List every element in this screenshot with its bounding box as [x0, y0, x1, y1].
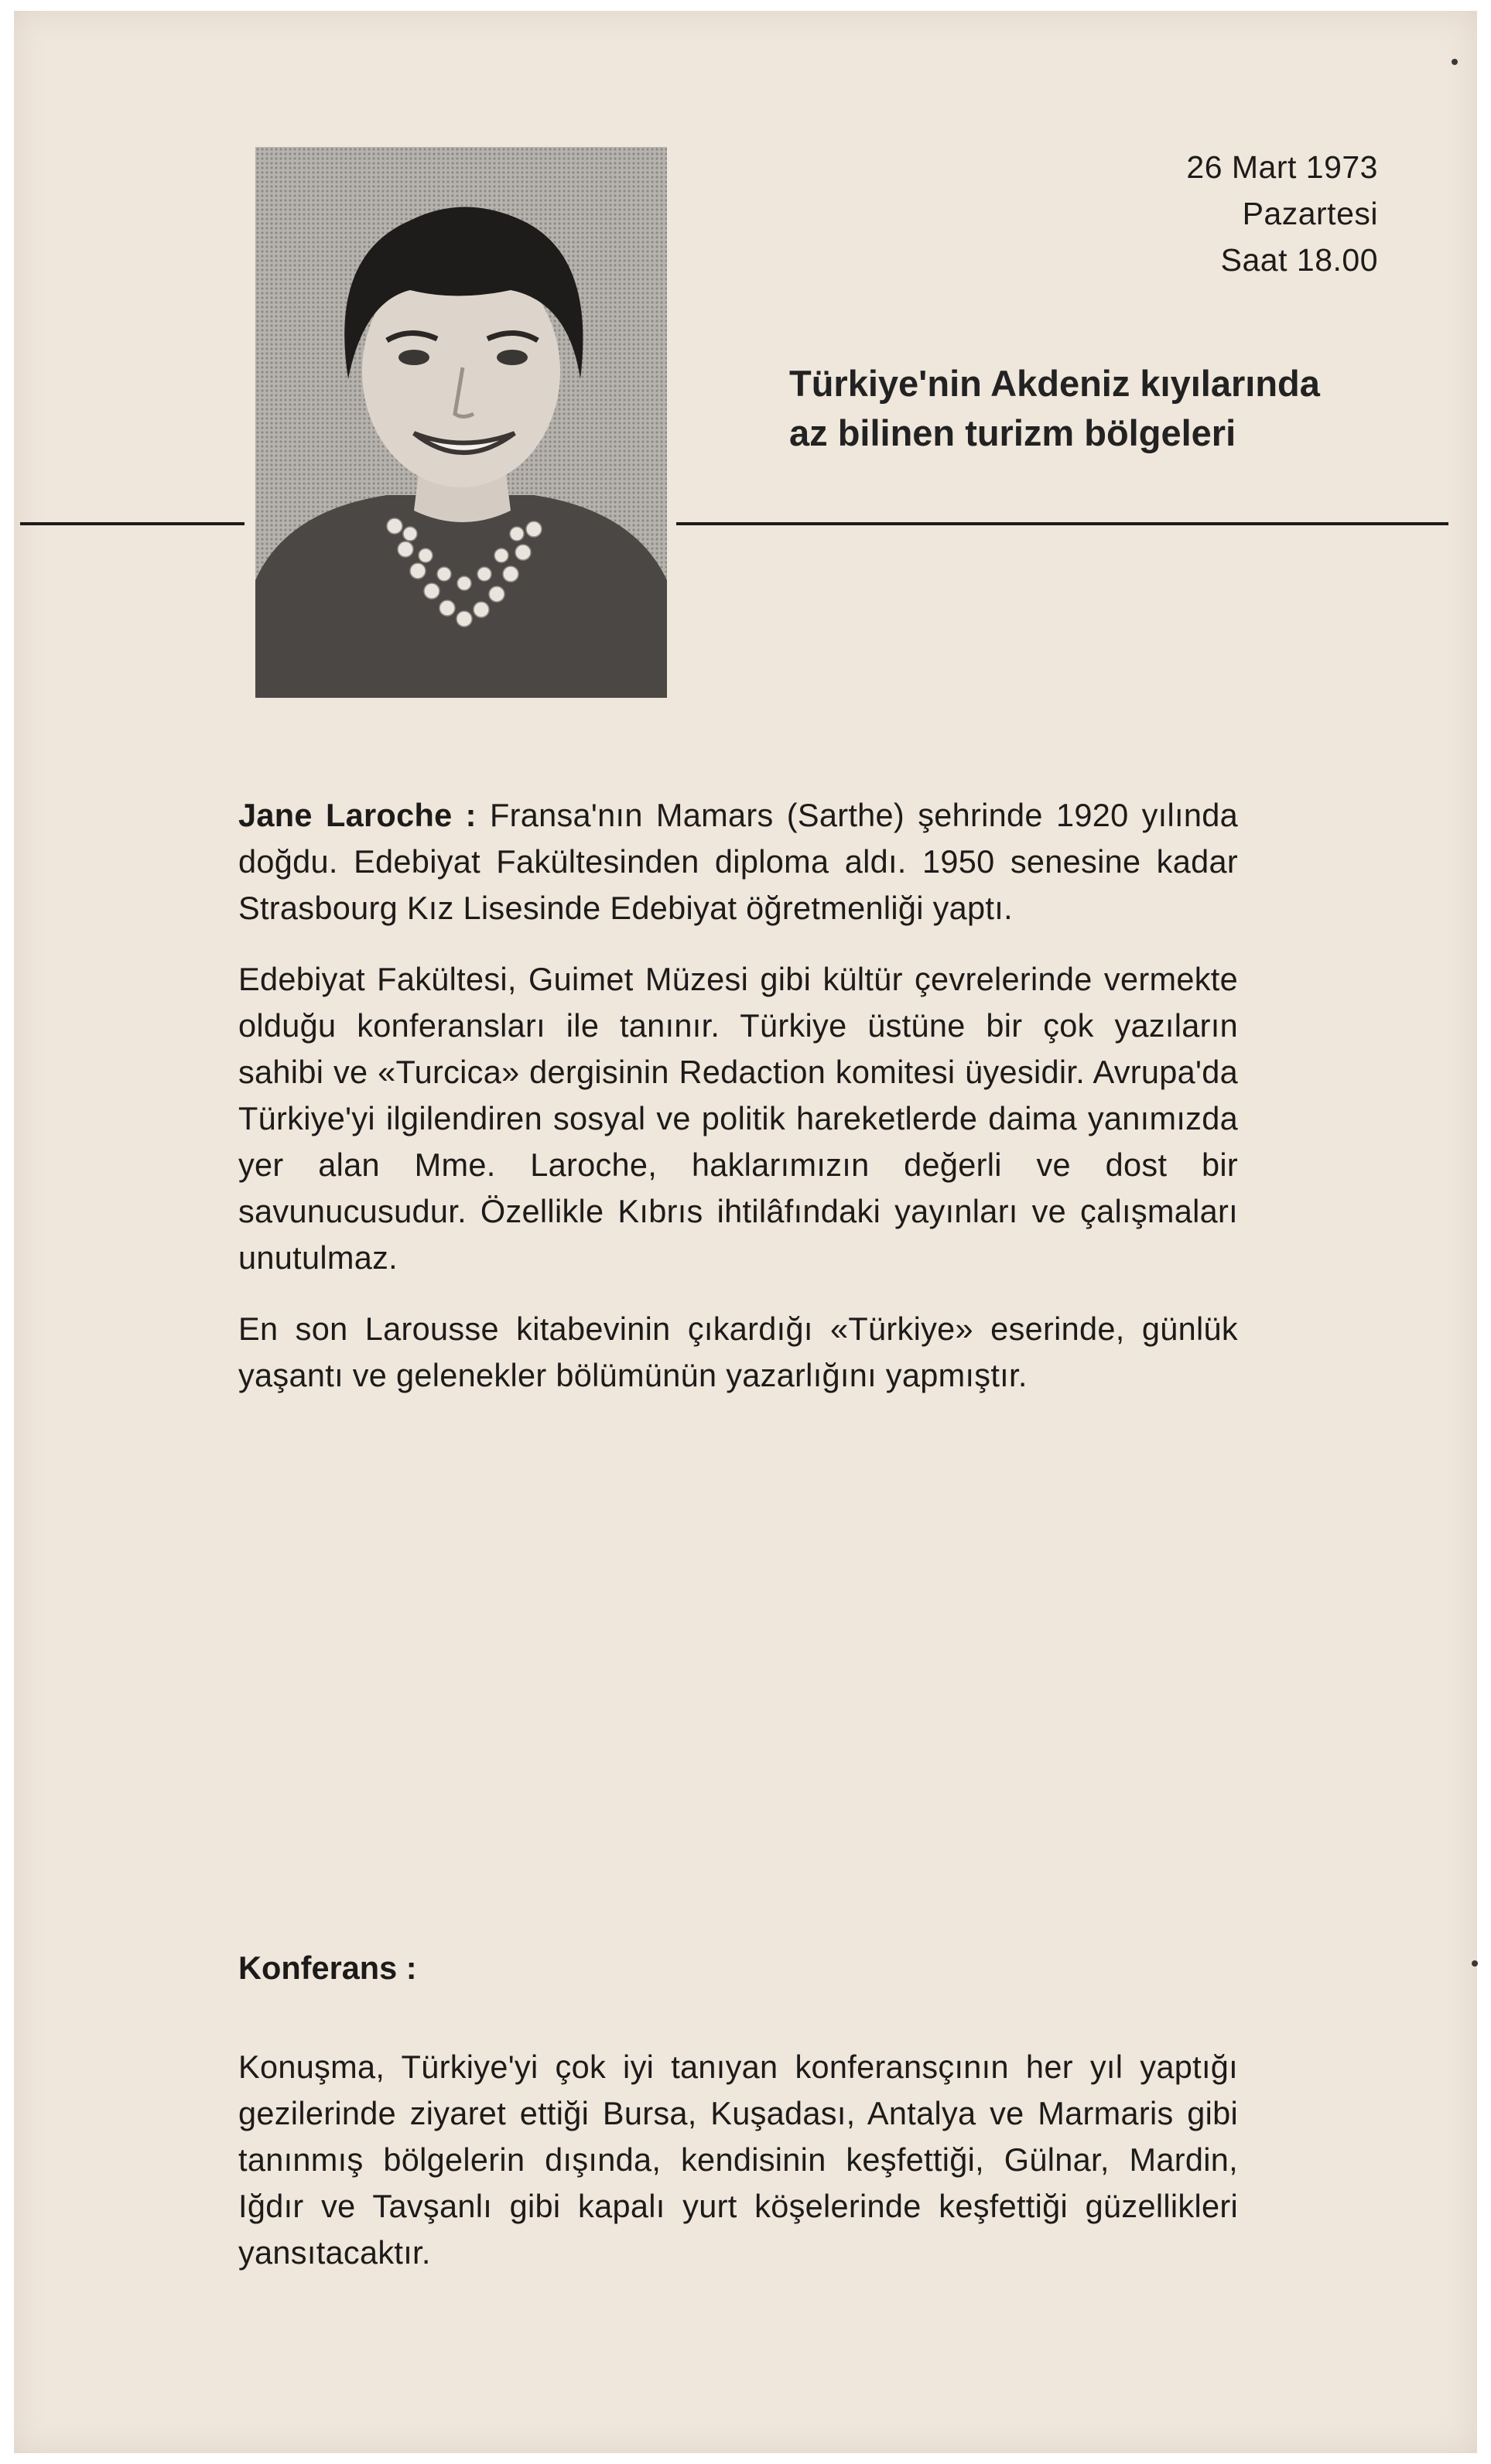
divider-left	[20, 522, 245, 525]
event-date: 26 Mart 1973	[1186, 149, 1378, 185]
paper-speck	[1452, 59, 1458, 65]
conference-heading: Konferans :	[238, 1950, 417, 1986]
conference-description	[238, 2044, 1238, 2276]
portrait-icon	[255, 147, 667, 698]
lecture-title	[789, 359, 1320, 458]
bio-paragraph-1	[238, 792, 1238, 931]
speaker-biography	[238, 792, 1238, 1399]
speaker-name: Jane Laroche	[238, 797, 453, 833]
lecture-title-line-2: az bilinen turizm bölgeleri	[789, 412, 1236, 453]
lecture-title-line-1: Türkiye'nin Akdeniz kıyılarında	[789, 363, 1320, 404]
event-time: Saat 18.00	[1220, 242, 1378, 278]
bio-paragraph-3: En son Larousse kitabevinin çıkardığı «Türkiye» eserinde, günlük yaşantı ve gelenekler bölümünün yazarlığını yapmıştır.	[238, 1311, 1238, 1393]
bio-paragraph-2: Edebiyat Fakültesi, Guimet Müzesi gibi kültür çevrelerinde vermekte olduğu konferansları ile tanınır. Türkiye üstüne bir çok yazıların sahibi ve «Turcica» dergisinin Redaction komitesi üyesidir. Avrupa'da Türkiye'yi ilgilendiren sosyal ve politik hareketlerde daima yanımızda yer alan Mme. Laroche, haklarımızın değerli ve dost bir savunucusudur. Özellikle Kıbrıs ihtilâfındaki yayınları ve çalışmaları unutulmaz.	[238, 961, 1238, 1276]
paper-speck	[1472, 1960, 1478, 1967]
name-separator: :	[452, 797, 490, 833]
bio-paragraph-1-text: Fransa'nın Mamars (Sarthe) şehrinde 1920 yılında doğdu. Edebiyat Fakültesinden diploma aldı. 1950 senesine kadar Strasbourg Kız Lisesinde Edebiyat öğretmenliği yaptı.	[238, 797, 1239, 926]
document-page	[14, 11, 1477, 2453]
divider-right	[676, 522, 1448, 525]
event-date-block	[1186, 144, 1378, 283]
event-day: Pazartesi	[1242, 196, 1378, 231]
speaker-portrait-photo	[255, 147, 667, 698]
conference-paragraph: Konuşma, Türkiye'yi çok iyi tanıyan konferansçının her yıl yaptığı gezilerinde ziyaret ettiği Bursa, Kuşadası, Antalya ve Marmaris gibi tanınmış bölgelerin dışında, kendisinin keşfettiği, Gülnar, Mardin, Iğdır ve Tavşanlı gibi kapalı yurt köşelerinde keşfettiği güzellikleri yansıtacaktır.	[238, 2049, 1238, 2271]
